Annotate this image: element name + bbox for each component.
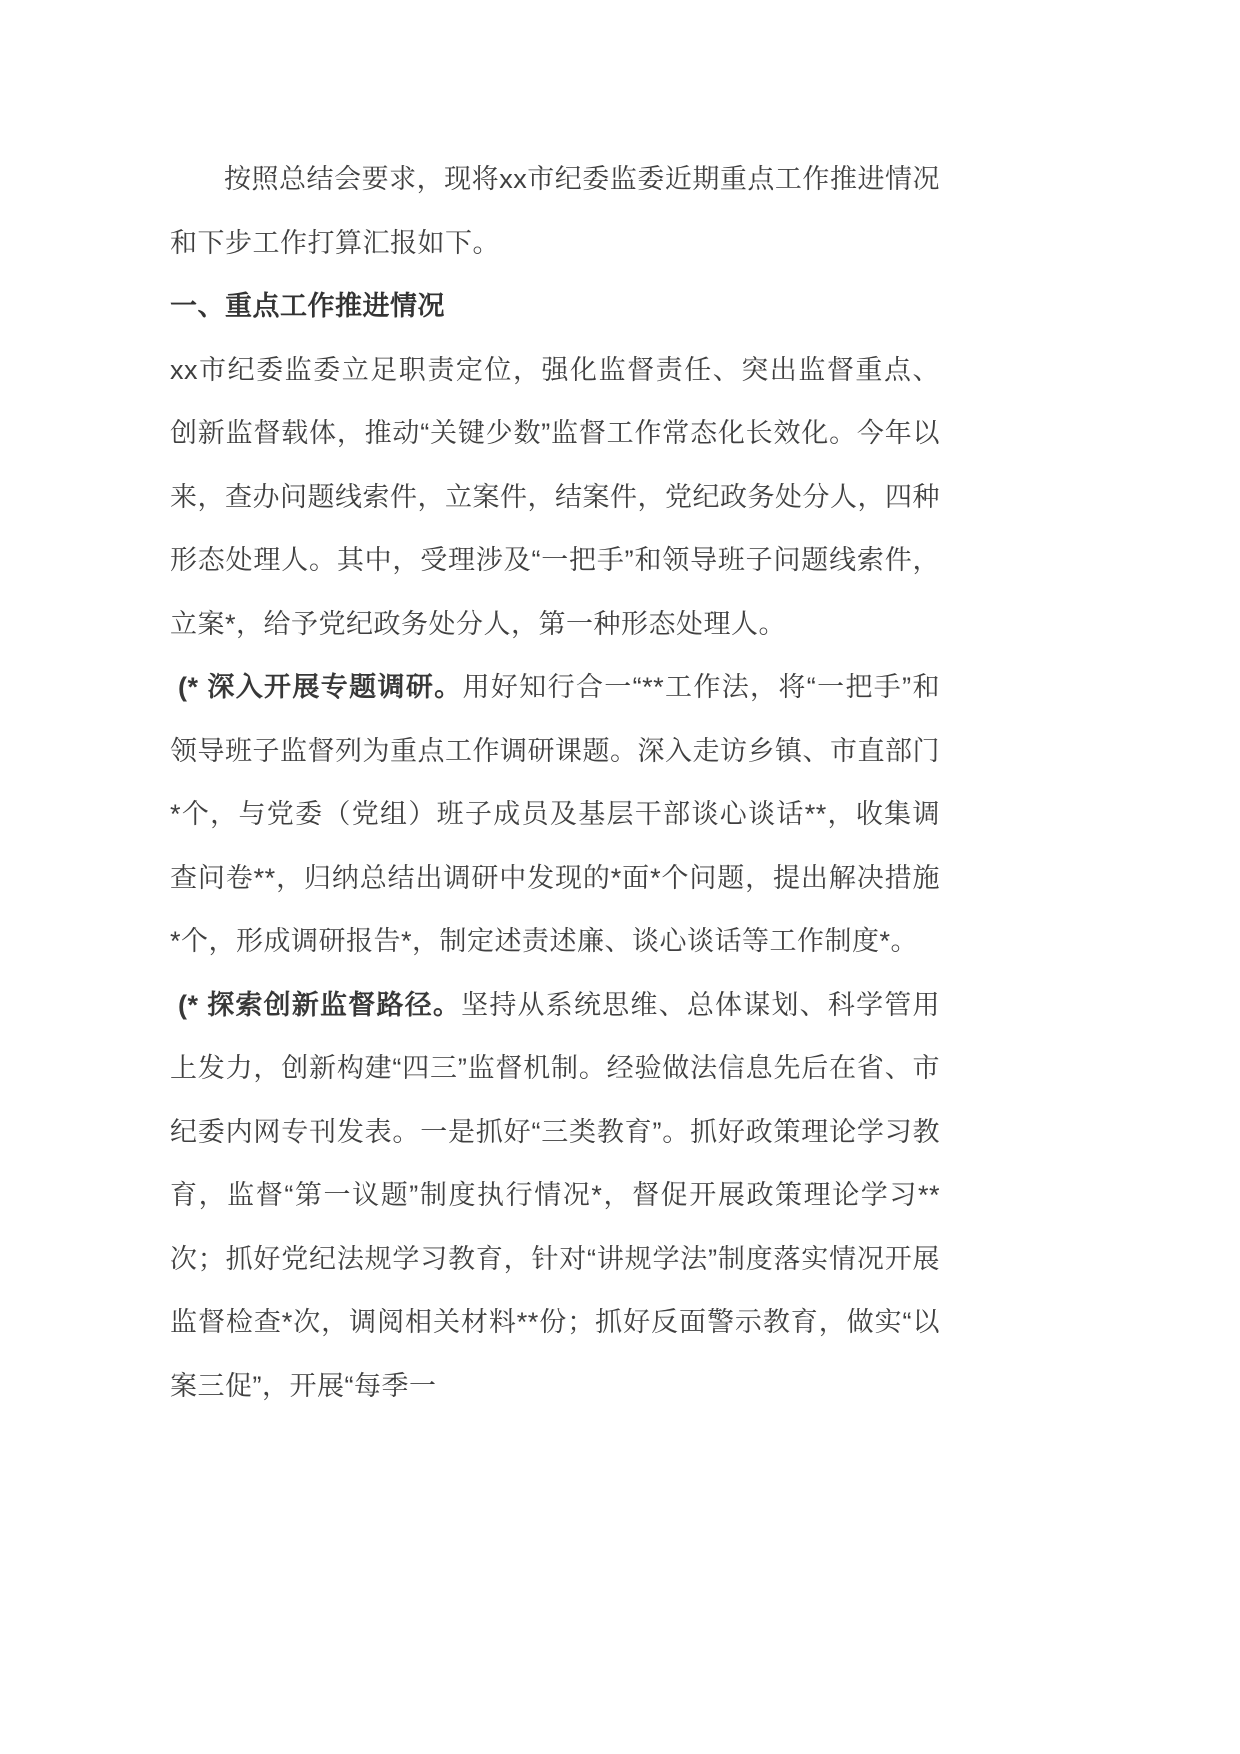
document-body [170,148,940,1418]
paragraph-item-2 [170,974,940,1419]
paragraph-text: xx市纪委监委立足职责定位，强化监督责任、突出监督重点、创新监督载体，推动“关键少数”监督工作常态化长效化。今年以来，查办问题线索件，立案件，结案件，党纪政务处分人，四种形态处理人。其中，受理涉及“一把手”和领导班子问题线索件，立案*，给予党纪政务处分人，第一种形态处理人。 [170,354,940,639]
paragraph-overview [170,339,940,657]
paragraph-text: 用好知行合一“**工作法，将“一把手”和领导班子监督列为重点工作调研课题。深入走访乡镇、市直部门*个，与党委（党组）班子成员及基层干部谈心谈话**，收集调查问卷**，归纳总结出调研中发现的*面*个问题，提出解决措施*个，形成调研报告*，制定述责述廉、谈心谈话等工作制度*。 [170,672,941,956]
section-heading [170,275,940,339]
paragraph-lead-bold: (* 深入开展专题调研。 [178,672,463,702]
heading-text: 一、重点工作推进情况 [170,291,445,321]
paragraph-intro [170,148,940,275]
paragraph-lead-bold: (* 探索创新监督路径。 [178,989,462,1020]
paragraph-item-1 [170,656,940,974]
paragraph-text: 坚持从系统思维、总体谋划、科学管用上发力，创新构建“四三”监督机制。经验做法信息先后在省、市纪委内网专刊发表。一是抓好“三类教育”。抓好政策理论学习教育，监督“第一议题”制度执行情况*，督促开展政策理论学习**次；抓好党纪法规学习教育，针对“讲规学法”制度落实情况开展监督检查*次，调阅相关材料**份；抓好反面警示教育，做实“以案三促”，开展“每季一 [170,989,941,1401]
paragraph-text: 按照总结会要求，现将xx市纪委监委近期重点工作推进情况和下步工作打算汇报如下。 [170,164,940,258]
